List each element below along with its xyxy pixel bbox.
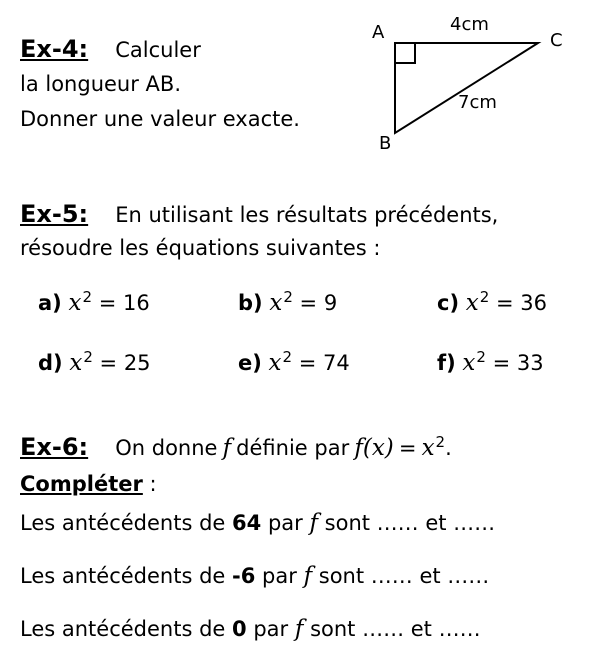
ex4-line3: Donner une valeur exacte. xyxy=(20,107,300,131)
complete-instruction: Compléter : xyxy=(20,472,157,496)
complete-label: Compléter xyxy=(20,472,143,496)
target-value: 0 xyxy=(232,617,247,641)
ex5-header xyxy=(20,200,498,228)
function-f: f xyxy=(309,510,318,536)
ex6-header: Ex-6: On donne f définie par f(x) = x2. xyxy=(20,433,452,461)
function-f: f xyxy=(222,435,232,461)
vertex-b-label: B xyxy=(379,133,392,154)
antecedent-line-1: Les antécédents de 64 par f sont …… et …… xyxy=(20,510,496,536)
function-f: f xyxy=(303,563,313,589)
right-triangle-figure xyxy=(360,8,580,158)
side-ac-label: 4cm xyxy=(450,14,489,35)
variable-x: x xyxy=(268,350,282,376)
ex4-line2: la longueur AB. xyxy=(20,72,181,96)
ex6-intro-b: définie par xyxy=(236,436,350,460)
vertex-a-label: A xyxy=(372,22,385,43)
target-value: -6 xyxy=(232,564,256,588)
variable-x: x xyxy=(465,290,479,316)
equation-c: c) $x^2 = 36$ xyxy=(437,288,547,316)
equation-d: d) $x^2 = 25$ xyxy=(38,348,151,376)
right-angle-mark xyxy=(395,43,415,63)
ex4-header xyxy=(20,35,201,63)
function-fx: f(x) xyxy=(354,435,394,461)
variable-x: x xyxy=(69,350,83,376)
target-value: 64 xyxy=(232,511,262,535)
antecedent-line-2: Les antécédents de -6 par f sont …… et …… xyxy=(20,563,490,589)
ex4-line1: Calculer xyxy=(115,38,201,62)
equation-a: a) $x^2 = 16$ xyxy=(38,288,150,316)
variable-x: x xyxy=(421,435,435,461)
ex5-line1: En utilisant les résultats précédents, xyxy=(115,203,499,227)
ex4-title: Ex-4: xyxy=(20,35,89,63)
equation-e: e) $x^2 = 74$ xyxy=(238,348,350,376)
variable-x: x xyxy=(269,290,283,316)
ex5-line2: résoudre les équations suivantes : xyxy=(20,236,381,260)
ex5-title: Ex-5: xyxy=(20,200,89,228)
variable-x: x xyxy=(68,290,82,316)
ex6-title: Ex-6: xyxy=(20,433,89,461)
vertex-c-label: C xyxy=(550,30,563,51)
variable-x: x xyxy=(462,350,476,376)
ex6-intro-a: On donne xyxy=(115,436,218,460)
side-bc-label: 7cm xyxy=(458,92,497,113)
function-f: f xyxy=(294,616,304,642)
equation-b: b) $x^2 = 9$ xyxy=(238,288,338,316)
antecedent-line-3: Les antécédents de 0 par f sont …… et …… xyxy=(20,616,481,642)
triangle-shape xyxy=(395,43,538,133)
equation-f: f) $x^2 = 33$ xyxy=(437,348,544,376)
